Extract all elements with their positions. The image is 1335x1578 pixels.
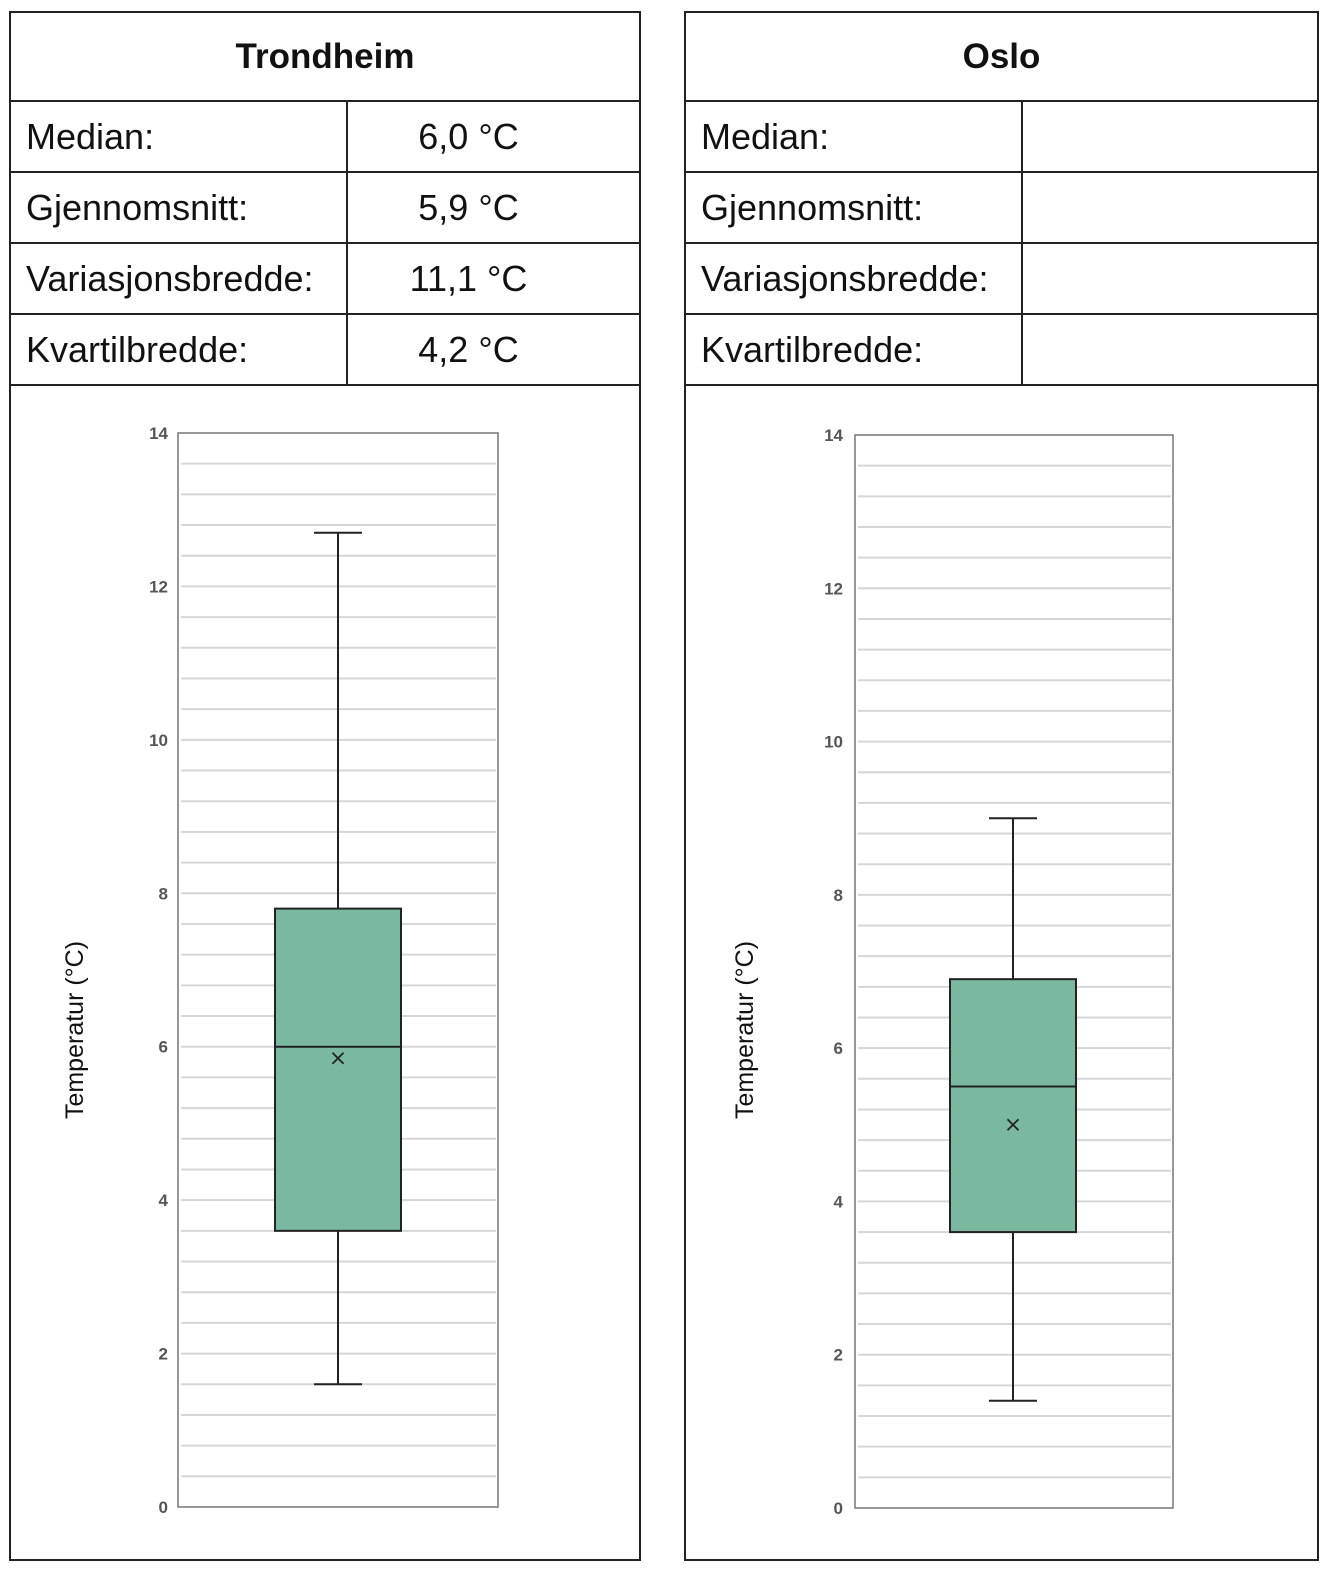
stat-label-iqr: Kvartilbredde: [11,314,347,385]
y-axis-label: Temperatur (°C) [731,940,759,1120]
y-tick-label: 10 [149,730,168,750]
stat-value-median: 6,0 °C [347,102,639,172]
iqr-box [275,909,401,1231]
iqr-box [950,979,1076,1232]
y-tick-label: 12 [149,577,168,597]
panel-title: Oslo [686,13,1317,102]
stat-label-mean: Gjennomsnitt: [686,172,1022,243]
y-tick-label: 2 [158,1344,168,1364]
stat-value-mean: 5,9 °C [347,172,639,243]
y-tick-label: 6 [833,1039,843,1059]
stat-value-iqr: 4,2 °C [347,314,639,385]
stat-label-median: Median: [686,102,1022,172]
panel-title: Trondheim [11,13,639,102]
stat-value-range: 11,1 °C [347,243,639,314]
stat-label-iqr: Kvartilbredde: [686,314,1022,385]
y-tick-label: 14 [824,426,843,445]
y-tick-label: 0 [833,1499,843,1518]
y-tick-label: 8 [833,885,843,905]
y-tick-label: 4 [158,1191,168,1211]
y-tick-label: 14 [149,424,168,443]
y-tick-label: 6 [158,1037,168,1057]
stat-label-range: Variasjonsbredde: [686,243,1022,314]
y-tick-label: 8 [158,884,168,904]
stat-label-mean: Gjennomsnitt: [11,172,347,243]
y-tick-label: 12 [824,579,843,599]
y-axis-label: Temperatur (°C) [61,940,89,1120]
stat-label-median: Median: [11,102,347,172]
stat-label-range: Variasjonsbredde: [11,243,347,314]
y-tick-label: 10 [824,732,843,752]
y-tick-label: 4 [833,1192,843,1212]
y-tick-label: 2 [833,1345,843,1365]
y-tick-label: 0 [158,1498,168,1517]
